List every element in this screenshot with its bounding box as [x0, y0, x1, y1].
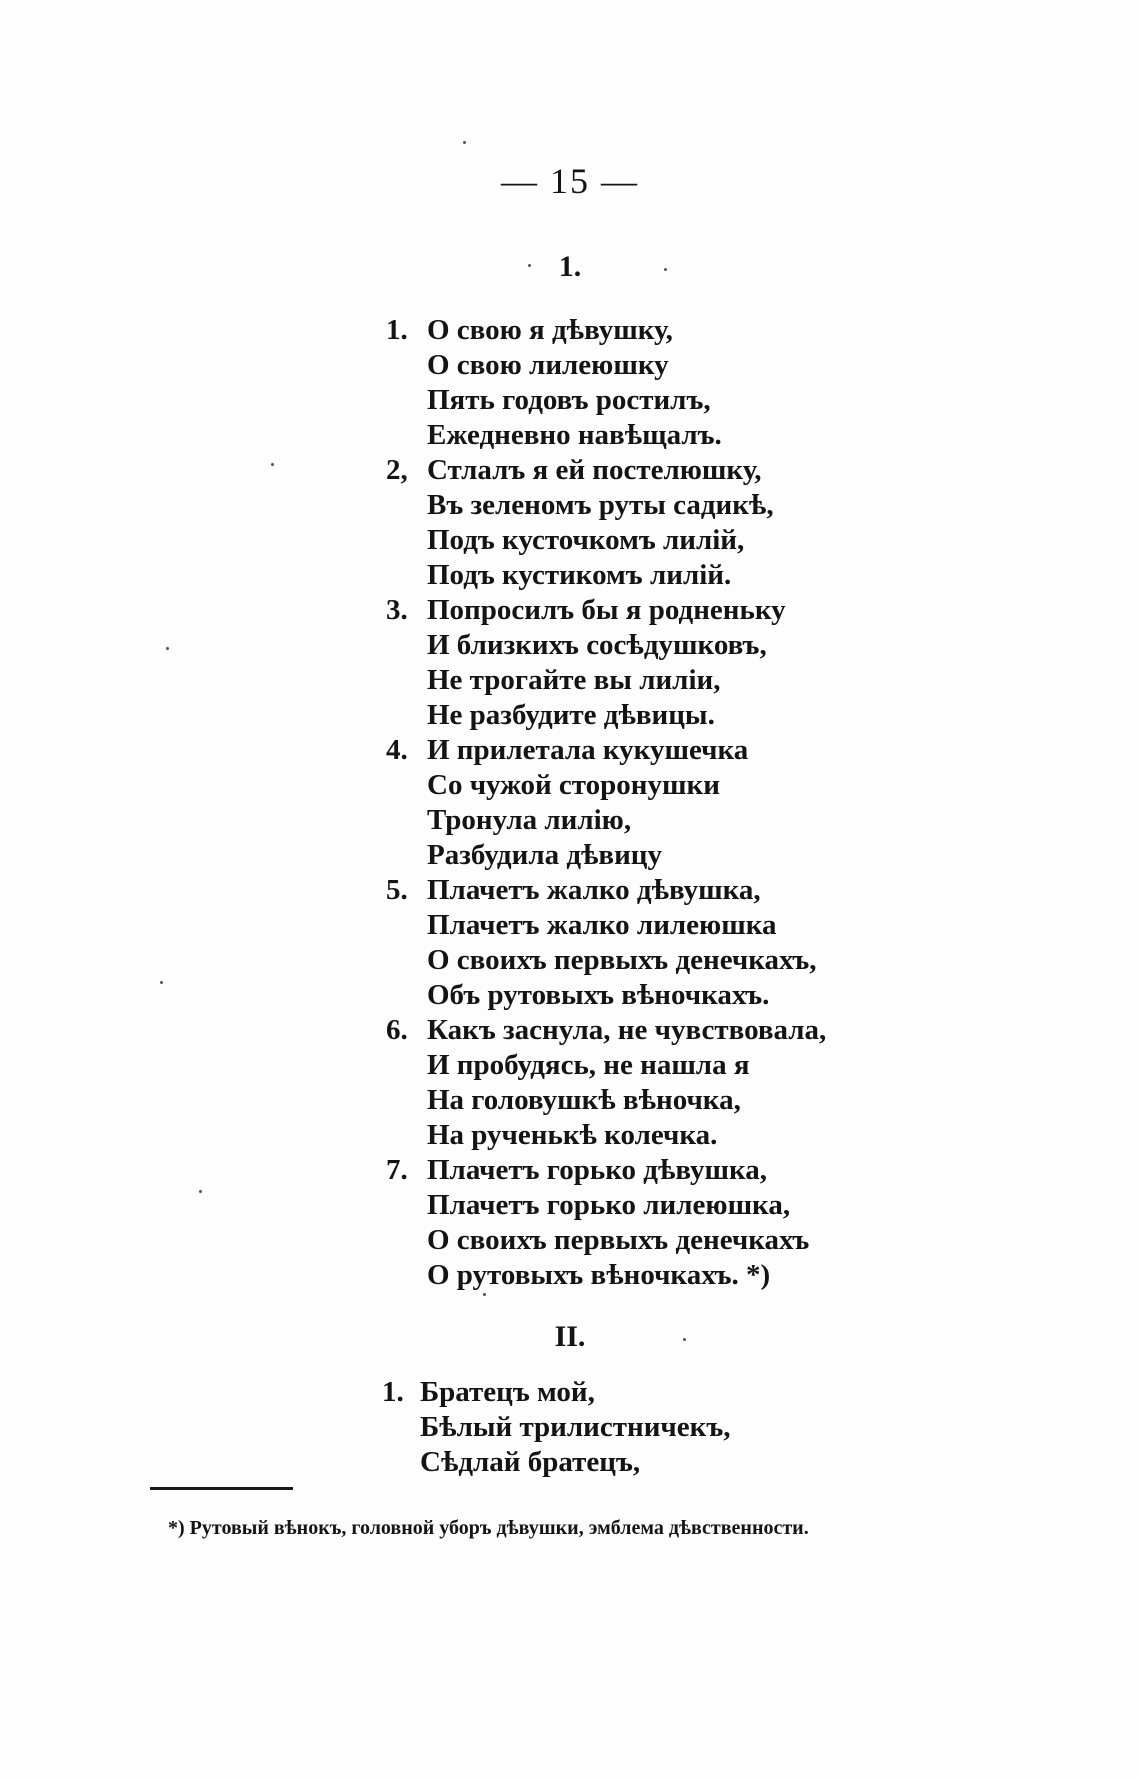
verse-line: Ежедневно навѣщалъ. — [427, 419, 722, 451]
stanza-number: 6. — [386, 1014, 408, 1046]
section-heading-1: 1. — [558, 250, 582, 283]
stanza-number: 1. — [386, 314, 408, 346]
stanza — [0, 1375, 731, 1480]
stanza-number: 4. — [386, 734, 408, 766]
footnote-divider — [150, 1487, 293, 1490]
scan-speck — [160, 981, 163, 984]
stanza — [0, 1153, 826, 1293]
verse-line: О своихъ первыхъ денечкахъ, — [427, 944, 817, 976]
stanza — [0, 313, 826, 453]
stanza — [0, 453, 826, 593]
page-number: — 15 — — [501, 161, 639, 201]
scan-speck — [528, 264, 531, 267]
scan-speck — [166, 647, 169, 650]
verse-line: И пробудясь, не нашла я — [427, 1049, 750, 1081]
verse-line: 6. Какъ заснула, не чувствовала, — [386, 1014, 827, 1046]
verse-line: 5. Плачетъ жалко дѣвушка, — [386, 874, 761, 906]
verse-line: О свою лилеюшку — [427, 349, 669, 381]
scan-speck — [483, 1293, 486, 1296]
verse-line: 3. Попросилъ бы я родненьку — [386, 594, 786, 626]
verse-line: Со чужой сторонушки — [427, 769, 720, 801]
stanza — [0, 733, 826, 873]
verse-line: И близкихъ сосѣдушковъ, — [427, 629, 767, 661]
verse-line: Пять годовъ ростилъ, — [427, 384, 711, 416]
verse-line: 7. Плачетъ горько дѣвушка, — [386, 1154, 768, 1186]
verse-line: 1. Братецъ мой, — [382, 1376, 595, 1408]
scan-speck — [683, 1338, 686, 1341]
stanza — [0, 1013, 826, 1153]
scan-speck — [463, 141, 466, 144]
verse-line: Плачетъ жалко лилеюшка — [427, 909, 777, 941]
verse-line: На головушкѣ вѣночка, — [427, 1084, 741, 1116]
scan-speck — [664, 268, 667, 271]
stanza-number: 1. — [382, 1376, 404, 1408]
verse-line: Разбудила дѣвицу — [427, 839, 662, 871]
stanza — [0, 593, 826, 733]
verse-line: О своихъ первыхъ денечкахъ — [427, 1224, 810, 1256]
verse-line: На рученькѣ колечка. — [427, 1119, 718, 1151]
scan-speck — [271, 463, 274, 466]
stanza-number: 3. — [386, 594, 408, 626]
stanza-number: 2, — [386, 454, 408, 486]
verse-line: 2, Стлалъ я ей постелюшку, — [386, 454, 762, 486]
verse-line: Плачетъ горько лилеюшка, — [427, 1189, 791, 1221]
scan-speck — [199, 1190, 202, 1193]
verse-line: Въ зеленомъ руты садикѣ, — [427, 489, 774, 521]
verse-line: Сѣдлай братецъ, — [420, 1446, 641, 1478]
section-heading-2: II. — [554, 1320, 586, 1353]
footnote: *) Рутовый вѣнокъ, головной уборъ дѣвушки, эмблема дѣвственности. — [168, 1517, 809, 1539]
verse-line: Подъ кусточкомъ лилій, — [427, 524, 745, 556]
verse-line: Не трогайте вы лиліи, — [427, 664, 721, 696]
verse-line: Объ рутовыхъ вѣночкахъ. — [427, 979, 770, 1011]
verse-line: Тронула лилію, — [427, 804, 632, 836]
poem-section-2 — [0, 1375, 731, 1480]
verse-line: Не разбудите дѣвицы. — [427, 699, 715, 731]
stanza — [0, 873, 826, 1013]
verse-line: О рутовыхъ вѣночкахъ. *) — [427, 1259, 771, 1291]
stanza-number: 7. — [386, 1154, 408, 1186]
verse-line: Подъ кустикомъ лилій. — [427, 559, 732, 591]
stanza-number: 5. — [386, 874, 408, 906]
poem-section-1 — [0, 313, 826, 1293]
verse-line: Бѣлый трилистничекъ, — [420, 1411, 731, 1443]
verse-line: 1. О свою я дѣвушку, — [386, 314, 673, 346]
verse-line: 4. И прилетала кукушечка — [386, 734, 749, 766]
